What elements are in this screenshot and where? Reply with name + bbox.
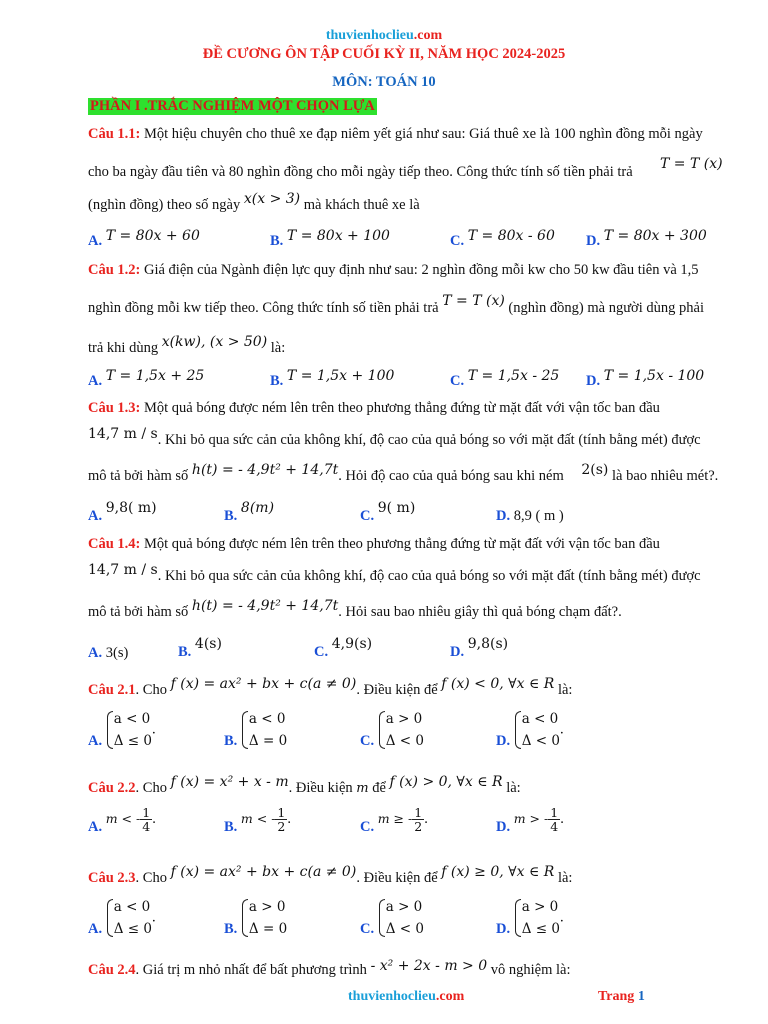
site-name-part1: thuvienhoclieu [325,28,414,43]
option-a[interactable] [88,500,157,524]
question-2-4 [88,958,571,979]
fraction [275,806,287,833]
option-value: T = 1,5x - 100 [603,368,705,384]
question-text: nghìn đồng mỗi kw tiếp theo. Công thức tính số tiền phải trả [88,300,439,316]
question-2-1 [88,676,573,699]
question-label: Câu 1.3: [88,400,141,416]
question-text: là: [554,870,573,886]
option-value: T = 1,5x + 25 [105,368,205,384]
question-label: Câu 2.1 [88,682,136,698]
inequality-system [378,708,424,752]
option-label: D. [586,233,601,249]
option-label: D. [496,733,511,750]
option-value: T = 80x + 100 [286,228,390,244]
question-text: (nghìn đồng) theo số ngày [88,197,241,213]
system-row: Δ < 0 [521,733,560,749]
option-b[interactable] [224,896,287,940]
option-a[interactable] [88,645,128,662]
site-name-part1: thuvienhoclieu [348,989,436,1004]
inequality-system [241,896,287,940]
option-b[interactable] [224,708,287,752]
question-1-3-line2 [88,426,701,449]
document-title: ĐỀ CƯƠNG ÔN TẬP CUỐI KỲ II, NĂM HỌC 2024-2025 [202,46,566,62]
option-label: A. [88,373,103,389]
question-text: Một quả bóng được ném lên trên theo phương thẳng đứng từ mặt đất với vận tốc ban đầu [140,536,660,552]
question-text: mà khách thuê xe là [300,197,420,213]
question-2-3 [88,864,573,887]
question-1-3-line3 [88,462,719,485]
page-number-value: 1 [637,989,645,1004]
system-row: a > 0 [521,899,559,915]
option-value: m > - [513,810,549,826]
option-label: B. [270,373,284,389]
option-value: 8(m) [240,500,275,516]
numerator: 1 [550,805,559,820]
option-label: B. [224,921,238,938]
option-b[interactable]: B. m < - $\frac{1}{2}$ . [224,805,291,835]
question-label: Câu 1.1: [88,126,141,142]
system-row: Δ ≤ 0 [521,921,560,937]
option-c[interactable] [360,896,424,940]
option-label: C. [360,921,375,938]
formula: f (x) ≥ 0, ∀x ∈ R [441,864,555,880]
option-b[interactable] [178,636,222,660]
question-text: là: [267,340,286,356]
question-text: . Cho [135,780,167,796]
option-label: A. [88,508,103,524]
system-row: Δ = 0 [248,733,288,749]
question-text: mô tả bởi hàm số [88,604,189,620]
part-heading: PHẦN I .TRẮC NGHIỆM MỘT CHỌN LỰA [90,98,375,114]
option-value: T = 80x + 300 [603,228,707,244]
option-label: A. [88,233,103,249]
option-label: C. [360,733,375,750]
system-row: a < 0 [248,711,286,727]
fraction [548,806,560,833]
question-label: Câu 2.3 [88,870,136,886]
question-text: để [368,780,386,796]
option-value: m < - [240,810,276,826]
option-a[interactable]: A. m < - $\frac{1}{4}$ . [88,805,156,835]
question-label: Câu 1.4: [88,536,141,552]
option-label: B. [224,818,238,835]
inequality-system [378,896,424,940]
option-label: B. [178,644,192,660]
question-text: mô tả bởi hàm số [88,468,189,484]
option-label: A. [88,818,103,835]
option-a[interactable] [88,228,200,249]
question-text: . Điều kiện [288,780,353,796]
system-row: a < 0 [113,711,151,727]
page-label: Trang [598,989,638,1004]
formula: 2(s) [581,462,609,478]
system-row: a > 0 [248,899,286,915]
option-value: m ≥ - [377,810,413,826]
numerator: 1 [414,805,423,820]
option-label: C. [360,818,375,835]
question-label: Câu 1.2: [88,262,141,278]
system-row: Δ ≤ 0 [113,921,152,937]
question-text: Một quả bóng được ném lên trên theo phương thẳng đứng từ mặt đất với vận tốc ban đầu [140,400,660,416]
formula: f (x) = ax² + bx + c(a ≠ 0) [170,864,357,880]
system-row: Δ < 0 [385,733,424,749]
denominator: 4 [550,819,559,834]
question-text: . Khi bỏ qua sức cản của không khí, độ cao của quả bóng so với mặt đất (tính bằng mét) được [157,432,701,448]
question-1-4-line3 [88,598,622,621]
question-1-4-line1 [88,536,660,553]
question-text: . Cho [135,870,167,886]
option-c[interactable] [450,228,555,249]
option-b[interactable] [270,368,395,389]
option-label: C. [360,508,375,524]
question-label: Câu 2.2 [88,780,136,796]
formula: f (x) = ax² + bx + c(a ≠ 0) [170,676,357,692]
option-value: T = 1,5x - 25 [467,368,560,384]
formula: f (x) < 0, ∀x ∈ R [441,676,555,692]
question-1-2-line2 [88,293,704,317]
question-text: . Hỏi độ cao của quả bóng sau khi ném [338,468,564,484]
formula: h(t) = - 4,9t² + 14,7t [191,598,339,614]
question-text: . Hỏi sau bao nhiêu giây thì quả bóng chạm đất?. [338,604,622,620]
option-d[interactable] [450,636,509,660]
inequality-system [106,896,152,940]
option-label: B. [270,233,284,249]
page-number [598,989,645,1005]
formula: m [356,781,369,796]
formula: f (x) > 0, ∀x ∈ R [389,774,503,790]
option-c[interactable] [450,368,560,389]
fraction [140,806,152,833]
option-label: A. [88,733,103,750]
question-text: Giá điện của Ngành điện lực quy định như sau: 2 nghìn đồng mỗi kw cho 50 kw đầu tiên và 1,5 [140,262,699,278]
formula: T = T (x) [442,293,505,309]
option-c[interactable] [314,636,373,660]
option-value: T = 80x + 60 [105,228,200,244]
question-text: trả khi dùng [88,340,159,356]
option-d[interactable]: D. m > - $\frac{1}{4}$ . [496,805,564,835]
option-b[interactable] [270,228,390,249]
formula: f (x) = x² + x - m [170,774,289,790]
question-2-2 [88,774,521,797]
question-1-4-line2 [88,562,701,585]
option-d[interactable]: D. a < 0 Δ < 0 . [496,708,564,752]
option-value: 3(s) [102,645,129,661]
formula: 14,7 m / s [88,562,158,578]
question-text: . Cho [135,682,167,698]
option-label: D. [496,508,511,524]
option-a[interactable]: A. a < 0 Δ ≤ 0 . [88,708,156,752]
question-1-1-line1 [88,126,703,143]
option-label: C. [450,373,465,389]
option-d[interactable] [586,368,705,389]
option-d[interactable]: D. a > 0 Δ ≤ 0 . [496,896,564,940]
option-b[interactable] [224,500,275,524]
system-row: Δ ≤ 0 [113,733,152,749]
option-value: 9( m) [377,500,416,516]
option-a[interactable]: A. a < 0 Δ ≤ 0 . [88,896,156,940]
fraction [412,806,424,833]
question-text: cho ba ngày đầu tiên và 80 nghìn đồng cho mỗi ngày tiếp theo. Công thức tính số tiền phải trả [88,164,633,180]
system-row: Δ = 0 [248,921,288,937]
option-value: 9,8( m) [105,500,157,516]
option-label: B. [224,508,238,524]
question-text: là bao nhiêu mét?. [608,468,719,484]
question-1-1-line2 [88,164,633,181]
denominator: 2 [414,819,423,834]
question-1-2-line3 [88,334,286,357]
formula: 14,7 m / s [88,426,158,442]
option-label: C. [314,644,329,660]
option-d[interactable] [496,508,564,525]
formula: T = T (x) [660,156,723,172]
formula: h(t) = - 4,9t² + 14,7t [191,462,339,478]
question-text: vô nghiệm là: [487,962,571,978]
question-label: Câu 2.4 [88,962,136,978]
question-text: . Giá trị m nhỏ nhất để bất phương trình [135,962,367,978]
site-name-part2: .com [435,989,465,1004]
numerator: 1 [142,805,151,820]
inequality-system [106,708,152,752]
question-1-2-line1 [88,262,699,279]
denominator: 4 [142,819,151,834]
option-label: B. [224,733,238,750]
question-1-3-line1 [88,400,660,417]
option-a[interactable] [88,368,205,389]
option-label: D. [496,921,511,938]
system-row: a < 0 [521,711,559,727]
option-value: T = 80x - 60 [467,228,555,244]
header-site-name [0,28,768,44]
option-value: 8,9 ( m ) [510,508,564,524]
option-value: T = 1,5x + 100 [286,368,395,384]
question-text: . Điều kiện để [356,870,438,886]
system-row: a > 0 [385,899,423,915]
option-value: m < - [105,810,141,826]
option-label: D. [450,644,465,660]
option-c[interactable] [360,500,416,524]
formula: x(x > 3) [243,191,301,207]
site-name-part2: .com [413,28,443,43]
inequality-system [514,708,560,752]
question-text: là: [554,682,573,698]
option-value: 4(s) [194,636,222,652]
inequality-system [514,896,560,940]
question-text: . Khi bỏ qua sức cản của không khí, độ cao của quả bóng so với mặt đất (tính bằng mét) được [157,568,701,584]
option-d[interactable] [586,228,707,249]
numerator: 1 [277,805,286,820]
subject-title: MÔN: TOÁN 10 [332,74,436,90]
question-text: là: [502,780,521,796]
option-label: D. [496,818,511,835]
option-value: 9,8(s) [467,636,509,652]
denominator: 2 [277,819,286,834]
inequality-system [241,708,287,752]
question-text: . Điều kiện để [356,682,438,698]
option-label: C. [450,233,465,249]
system-row: a > 0 [385,711,423,727]
option-label: A. [88,921,103,938]
question-text: Một hiệu chuyên cho thuê xe đạp niêm yết giá như sau: Giá thuê xe là 100 nghìn đồng mỗi ngày [140,126,703,142]
footer-site-name [348,989,464,1005]
formula: x(kw), (x > 50) [161,334,268,350]
option-c[interactable] [360,708,424,752]
option-c[interactable]: C. m ≥ - $\frac{1}{2}$ . [360,805,428,835]
system-row: a < 0 [113,899,151,915]
system-row: Δ < 0 [385,921,424,937]
option-label: D. [586,373,601,389]
option-label: A. [88,645,103,661]
question-text: (nghìn đồng) mà người dùng phải [504,300,704,316]
option-value: 4,9(s) [331,636,373,652]
question-1-1-line3 [88,191,420,214]
formula: - x² + 2x - m > 0 [370,958,488,974]
